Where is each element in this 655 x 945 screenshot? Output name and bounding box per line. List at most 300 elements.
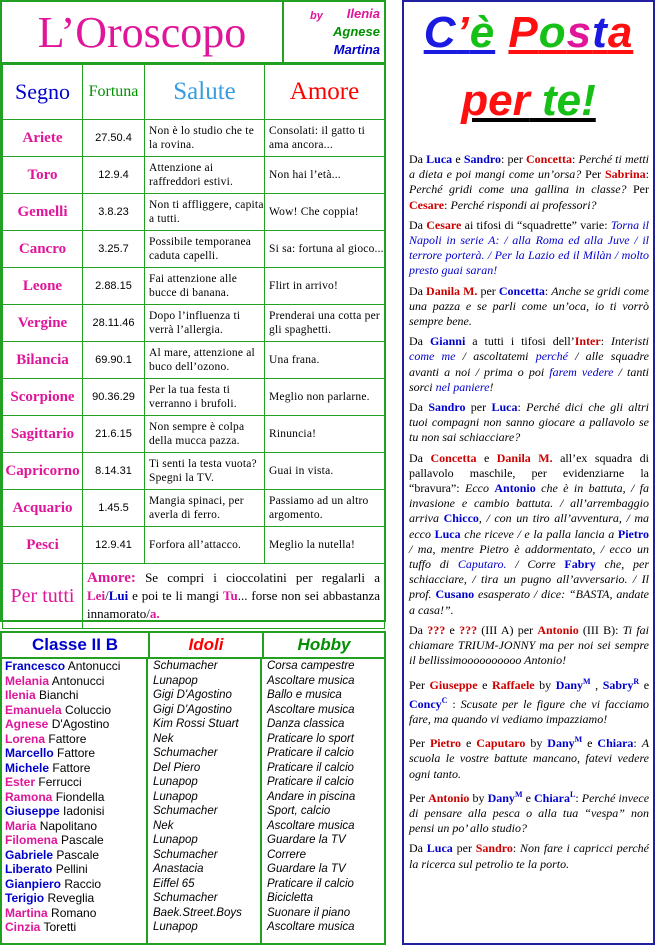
student-last-name: Ferrucci — [38, 775, 82, 789]
message-segment: come me — [409, 349, 456, 364]
message-segment: Dany — [487, 790, 515, 805]
message-segment: Raffaele — [491, 677, 535, 692]
header-amore: Amore — [265, 65, 385, 120]
amore-text: Una frana. — [265, 342, 385, 379]
sign-name: Toro — [3, 157, 83, 194]
message-segment: / alle squadre avanti a noi / prima o poi — [409, 349, 649, 379]
student-idolo: Schumacher — [153, 805, 218, 817]
student-hobby: Bicicletta — [267, 892, 314, 904]
message-segment: e — [452, 152, 464, 166]
message-segment: Per — [409, 736, 430, 751]
student-last-name: Fattore — [48, 731, 87, 746]
message-segment: Da — [409, 283, 427, 298]
student-idolo: Nek — [153, 819, 174, 832]
message-segment: Per — [409, 790, 429, 805]
horoscope-title: L’Oroscopo — [2, 2, 284, 64]
student-hobby: Ascoltare musica — [267, 703, 355, 716]
class-list — [2, 659, 384, 943]
per-tutti-row — [3, 564, 385, 629]
message-segment: per — [465, 400, 492, 415]
message-segment: che, per schiacciare, / tira un pugno all’avversario. / Il prof. — [409, 557, 649, 602]
message-segment: Cesare — [426, 217, 462, 232]
amore-text: Non hai l’età... — [265, 157, 385, 194]
student-name — [2, 703, 146, 718]
student-hobby: Corsa campestre — [267, 660, 355, 672]
message-segment: e — [476, 450, 497, 465]
sign-name: Scorpione — [3, 379, 83, 416]
message-segment: , — [590, 677, 603, 692]
message-segment: ! — [489, 379, 494, 394]
salute-text: Non sempre è colpa della mucca pazza. — [145, 416, 265, 453]
student-name — [2, 761, 146, 776]
idoli-header: Idoli — [150, 633, 264, 657]
message-segment: R — [633, 676, 640, 686]
student-idolo: Schumacher — [153, 848, 218, 861]
student-idolo: Schumacher — [153, 660, 218, 672]
student-idolo: Lunapop — [153, 674, 198, 687]
message-segment: : — [447, 696, 461, 711]
message-segment: Luca — [426, 841, 453, 856]
student-idolo: Lunapop — [153, 834, 198, 846]
posta-title — [404, 2, 653, 150]
student-name — [2, 804, 146, 819]
message-segment: e — [445, 622, 460, 637]
salute-text: Al mare, attenzione al buco dell’ozono. — [145, 342, 265, 379]
idoli-column — [150, 659, 262, 943]
student-idolo: Gigi D'Agostino — [153, 689, 232, 701]
sign-name: Capricorno — [3, 453, 83, 490]
amore-text: Si sa: fortuna al gioco... — [265, 231, 385, 268]
message-segment: Perché ti metti a dieta e poi mangi come un’orsa? — [409, 152, 650, 182]
per-tutti-label: Per tutti — [3, 564, 83, 629]
message-segment: by — [534, 677, 556, 692]
hobby-column — [264, 659, 384, 943]
message-segment: Per — [409, 677, 430, 692]
student-first-name: Giuseppe — [5, 804, 60, 818]
message-segment: : — [444, 197, 451, 212]
student-hobby: Praticare il calcio — [267, 877, 354, 890]
student-idolo: Anastacia — [153, 863, 204, 875]
message-segment: Danila M. — [426, 283, 478, 298]
salute-text: Non ti affliggere, capita a tutti. — [145, 194, 265, 231]
author-name: Agnese — [333, 24, 380, 39]
message-segment: Dany — [555, 677, 584, 692]
student-hobby: Praticare lo sport — [267, 732, 354, 745]
student-hobby: Guardare la TV — [267, 834, 346, 846]
message-segment: Anche se gridi come una pazza e se parli come un’oca, io ti vorrò sempre bene. — [409, 283, 650, 329]
message-segment: M — [574, 735, 583, 745]
message-segment: Perché dici che gli altri tuoi compagni non sanno giocare a pallavolo se tu non sai schiacciare? — [409, 400, 649, 445]
student-idolo: Lunapop — [153, 921, 198, 933]
per-tutti-part: e poi te li mangi — [128, 588, 224, 603]
student-hobby: Correre — [267, 848, 306, 861]
student-last-name: Romano — [51, 905, 97, 920]
student-name — [2, 848, 146, 863]
student-hobby: Praticare il calcio — [267, 747, 354, 759]
message-segment: Scusate per le figure che vi facciamo fare, ma quando vi vediamo impazziamo! — [409, 696, 649, 726]
horoscope-row — [3, 231, 385, 268]
message-segment: Chicco — [443, 511, 479, 526]
student-name — [2, 790, 146, 805]
student-last-name: Toretti — [43, 920, 77, 934]
posta-message — [409, 451, 649, 618]
message-segment: Chiara — [534, 790, 570, 805]
message-segment: Da — [409, 152, 427, 166]
message-segment: : — [571, 152, 579, 166]
message-segment: Da — [409, 622, 428, 637]
message-segment: : — [645, 167, 650, 182]
message-segment: Sandro — [475, 841, 513, 856]
message-segment: per — [477, 283, 499, 298]
horoscope-rows — [3, 120, 385, 564]
author-name: Ilenia — [346, 6, 380, 21]
lei-word: Lei — [87, 588, 106, 603]
message-segment: / ascoltatemi — [455, 349, 536, 364]
posta-message — [409, 732, 649, 782]
message-segment: Perché rispondi ai professori? — [450, 197, 597, 212]
message-segment: Caputaro — [476, 736, 526, 751]
amore-text: Rinuncia! — [265, 416, 385, 453]
message-segment: , / con un tiro all’avventura, / ma ecco — [409, 511, 649, 541]
class-title: Classe II B — [2, 633, 150, 657]
message-segment: Sandro — [463, 152, 501, 166]
student-hobby: Sport, calcio — [267, 805, 331, 817]
horoscope-row — [3, 342, 385, 379]
message-segment: Luca — [426, 152, 453, 166]
amore-text: Meglio non parlarne. — [265, 379, 385, 416]
posta-message — [409, 334, 649, 395]
student-name — [2, 862, 146, 877]
student-last-name: Antonucci — [51, 673, 105, 688]
student-last-name: Raccio — [64, 876, 102, 891]
horoscope-panel — [0, 0, 386, 622]
message-segment: by — [469, 790, 488, 805]
student-idolo: Kim Rossi Stuart — [153, 718, 239, 730]
horoscope-row — [3, 527, 385, 564]
message-segment: e — [461, 736, 477, 751]
message-segment: Chiara — [597, 736, 634, 751]
message-segment: Da — [409, 841, 427, 856]
student-hobby: Praticare il calcio — [267, 776, 354, 788]
horoscope-row — [3, 268, 385, 305]
message-segment: nel paniere — [435, 379, 490, 394]
salute-text: Ti senti la testa vuota? Spegni la TV. — [145, 453, 265, 490]
fortuna-numbers: 8.14.31 — [83, 453, 145, 490]
student-first-name: Ilenia — [5, 688, 36, 702]
amore-text: Consolati: il gatto ti ama ancora... — [265, 120, 385, 157]
horoscope-authors — [284, 2, 384, 64]
amore-text: Prenderai una cotta per gli spaghetti. — [265, 305, 385, 342]
student-first-name: Ramona — [5, 789, 53, 804]
student-first-name: Melania — [5, 673, 50, 688]
title-word: te! — [541, 76, 596, 125]
amore-text: Meglio la nutella! — [265, 527, 385, 564]
student-idolo: Schumacher — [153, 892, 218, 904]
student-name — [2, 732, 146, 747]
message-segment: by — [525, 736, 548, 751]
sign-name: Acquario — [3, 490, 83, 527]
fortuna-numbers: 2.88.15 — [83, 268, 145, 305]
salute-text: Dopo l’influenza ti verrà l’allergia. — [145, 305, 265, 342]
student-first-name: Agnese — [5, 717, 49, 731]
message-segment: Per — [626, 182, 649, 197]
student-name — [2, 746, 146, 761]
horoscope-row — [3, 490, 385, 527]
salute-text: Attenzione ai raffreddori estivi. — [145, 157, 265, 194]
student-last-name: Reveglia — [47, 891, 95, 905]
posta-message — [409, 152, 649, 213]
header-salute: Salute — [145, 65, 265, 120]
student-last-name: Iadonisi — [63, 804, 105, 818]
title-word: per — [461, 76, 530, 125]
message-segment: A scuola le vostre battute mancano, fatevi vedere ogni tanto. — [409, 736, 650, 781]
student-idolo: Baek.Street.Boys — [153, 906, 242, 919]
fortuna-numbers: 12.9.41 — [83, 527, 145, 564]
message-segment: Cesare — [409, 197, 445, 212]
student-first-name: Michele — [5, 760, 50, 775]
message-segment: / tanti sorci — [409, 364, 649, 394]
posta-message — [409, 787, 649, 837]
sign-name: Leone — [3, 268, 83, 305]
fortuna-numbers: 69.90.1 — [83, 342, 145, 379]
message-segment: : — [544, 283, 552, 298]
salute-text: Fai attenzione alle bucce di banana. — [145, 268, 265, 305]
amore-label: Amore: — [87, 570, 136, 586]
horoscope-row — [3, 194, 385, 231]
class-header — [2, 633, 384, 659]
student-idolo: Schumacher — [153, 747, 218, 759]
salute-text: Forfora all’attacco. — [145, 527, 265, 564]
student-hobby: Ascoltare musica — [267, 921, 355, 933]
student-last-name: Fiondella — [55, 789, 105, 804]
per-tutti-part: Se compri i cioccolatini per regalarli a — [135, 570, 380, 585]
message-segment: Da — [409, 400, 429, 415]
student-first-name: Maria — [5, 818, 37, 833]
student-last-name: Pellini — [55, 862, 88, 876]
message-segment: Da — [409, 217, 427, 232]
sign-name: Cancro — [3, 231, 83, 268]
per-tutti-text — [83, 564, 385, 629]
fortuna-numbers: 3.25.7 — [83, 231, 145, 268]
message-segment: : — [512, 841, 521, 856]
message-segment: Concy — [409, 696, 442, 711]
message-segment: / ma, mentre Pietro è addormentato, / ecco un tuffo di — [409, 541, 649, 572]
horoscope-row — [3, 416, 385, 453]
student-last-name: Antonucci — [67, 659, 121, 673]
student-idolo: Del Piero — [153, 761, 201, 774]
message-segment: : — [633, 736, 642, 751]
fortuna-numbers: 3.8.23 — [83, 194, 145, 231]
header-segno: Segno — [3, 65, 83, 120]
message-segment: Antonio — [428, 790, 470, 805]
student-first-name: Liberato — [5, 862, 53, 876]
sign-name: Ariete — [3, 120, 83, 157]
posta-message — [409, 400, 649, 446]
student-first-name: Ester — [5, 775, 36, 789]
salute-text: Possibile temporanea caduta capelli. — [145, 231, 265, 268]
student-name — [2, 891, 146, 906]
horoscope-row — [3, 305, 385, 342]
message-segment: Luca — [491, 400, 518, 415]
horoscope-row — [3, 379, 385, 416]
student-last-name: Fattore — [52, 760, 91, 775]
message-segment: e — [477, 677, 492, 692]
sign-name: Vergine — [3, 305, 83, 342]
message-segment: Non fare i capricci perché la ricerca sul petrolio te la porto. — [409, 841, 649, 871]
student-last-name: Bianchi — [39, 688, 79, 702]
students-column — [2, 659, 148, 943]
message-segment: Da — [409, 450, 431, 465]
posta-message — [409, 284, 649, 330]
student-name — [2, 906, 146, 921]
posta-panel — [402, 0, 655, 945]
message-segment: (III B): — [578, 622, 623, 637]
student-name — [2, 688, 146, 703]
message-segment: Da — [409, 334, 430, 349]
student-last-name: Coluccio — [65, 702, 112, 717]
message-segment: perché — [535, 349, 568, 364]
horoscope-table — [2, 64, 385, 629]
message-segment: Antonio — [494, 481, 536, 496]
message-segment: Cusano — [435, 587, 475, 602]
tu-word: Tu — [223, 588, 238, 603]
amore-text: Flirt in arrivo! — [265, 268, 385, 305]
student-first-name: Gianpiero — [5, 876, 62, 891]
message-segment: che riceve / e la palla lancia a — [460, 526, 618, 541]
message-segment: (III A) per — [477, 622, 538, 637]
student-name — [2, 833, 146, 848]
message-segment: e — [522, 790, 534, 805]
author-name: Martina — [333, 42, 380, 57]
fortuna-numbers: 28.11.46 — [83, 305, 145, 342]
message-segment: : per — [501, 152, 526, 166]
student-first-name: Filomena — [5, 833, 58, 847]
message-segment: Gianni — [429, 334, 466, 349]
message-segment: M — [583, 676, 591, 686]
message-segment: : — [600, 334, 612, 349]
salute-text: Mangia spinaci, per averla di ferro. — [145, 490, 265, 527]
message-segment: e — [639, 677, 650, 692]
message-segment: Concetta — [430, 450, 477, 465]
student-name — [2, 717, 146, 732]
message-segment: che è in battuta, / fa invasione e cambio battuta. / all’arrembaggio arriva — [409, 481, 650, 526]
fortuna-numbers: 21.6.15 — [83, 416, 145, 453]
amore-text: Guai in vista. — [265, 453, 385, 490]
posta-messages — [409, 152, 649, 877]
message-segment: esasperato / dice: “BASTA, andate a casa!”. — [409, 587, 650, 617]
message-segment: Caputaro. — [457, 557, 507, 572]
fortuna-numbers: 12.9.4 — [83, 157, 145, 194]
sign-name: Sagittario — [3, 416, 83, 453]
lui-word: Lui — [108, 588, 129, 603]
message-segment: e — [582, 736, 598, 751]
sign-name: Gemelli — [3, 194, 83, 231]
student-first-name: Lorena — [5, 731, 46, 746]
a-suffix: a. — [149, 606, 160, 621]
student-name — [2, 877, 146, 892]
student-name — [2, 659, 146, 674]
message-segment: Danila M. — [496, 450, 553, 465]
title-word: C’è — [423, 8, 496, 57]
amore-text: Wow! Che coppia! — [265, 194, 385, 231]
student-first-name: Emanuela — [5, 702, 62, 717]
per-tutti-part: ... forse non sei abbastanza innamorato/ — [87, 588, 381, 621]
salute-text: Non è lo studio che te la rovina. — [145, 120, 265, 157]
student-name — [2, 819, 146, 834]
student-hobby: Andare in piscina — [267, 790, 356, 803]
student-first-name: Cinzia — [5, 920, 41, 934]
message-segment: : — [517, 400, 527, 415]
student-hobby: Guardare la TV — [267, 863, 346, 875]
message-segment: M — [514, 789, 523, 799]
student-idolo: Eiffel 65 — [153, 877, 195, 890]
message-segment: Pietro — [617, 526, 649, 541]
posta-message — [409, 623, 649, 669]
message-segment: Concetta — [498, 283, 545, 298]
message-segment: Torna il Napoli in serie A: / alla Roma ed alla Juve / il terrore porterà. / Per la Lazio ed il Milàn / molto presto guai saran! — [409, 217, 649, 278]
message-segment: ??? — [427, 622, 446, 637]
message-segment: Ti fai chiamare TRIUM-JONNY ma per noi sei sempre il bellissimoooooooooo Antonio! — [409, 622, 650, 668]
by-label: by — [310, 10, 323, 22]
sign-name: Bilancia — [3, 342, 83, 379]
message-segment: a tutti i tifosi dell’ — [465, 334, 575, 349]
message-segment: Concetta — [526, 152, 572, 166]
message-segment: Perché gridi come una gallina in classe? — [409, 182, 627, 197]
student-last-name: Pascale — [61, 833, 104, 847]
message-segment: per — [452, 841, 476, 856]
fortuna-numbers: 90.36.29 — [83, 379, 145, 416]
horoscope-row — [3, 157, 385, 194]
message-segment: ??? — [459, 622, 478, 637]
fortuna-numbers: 1.45.5 — [83, 490, 145, 527]
message-segment: Per — [581, 167, 605, 182]
salute-text: Per la tua festa ti verranno i brufoli. — [145, 379, 265, 416]
student-idolo: Gigi D'Agostino — [153, 703, 232, 716]
message-segment: Interisti — [611, 334, 650, 349]
message-segment: all’ex squadra di pallavolo maschile, per evidenziarne la “bravura”: — [409, 450, 650, 496]
slash: / — [105, 588, 109, 603]
message-segment: Sandro — [428, 400, 466, 415]
posta-title-line1 — [404, 8, 653, 58]
message-segment: Fabry — [564, 557, 596, 572]
message-segment: Sabrina — [604, 167, 646, 182]
message-segment: Giuseppe — [429, 677, 478, 692]
message-segment: farem vedere — [549, 364, 614, 379]
fortuna-numbers: 27.50.4 — [83, 120, 145, 157]
student-hobby: Ascoltare musica — [267, 819, 355, 832]
hobby-header: Hobby — [297, 635, 351, 654]
student-first-name: Terigio — [5, 891, 45, 905]
student-first-name: Francesco — [5, 659, 66, 673]
message-segment: Inter — [574, 334, 601, 349]
message-segment: Antonio — [537, 622, 579, 637]
class-panel — [0, 631, 386, 945]
message-segment: Pietro — [429, 736, 462, 751]
message-segment: Ecco — [465, 481, 495, 496]
student-idolo: Lunapop — [153, 776, 198, 788]
student-name — [2, 920, 146, 935]
student-last-name: Fattore — [57, 746, 96, 760]
message-segment: L — [570, 789, 576, 799]
student-name — [2, 775, 146, 790]
horoscope-row — [3, 120, 385, 157]
student-idolo: Lunapop — [153, 790, 198, 803]
horoscope-row — [3, 453, 385, 490]
posta-message — [409, 841, 649, 871]
message-segment: Sabry — [602, 677, 634, 692]
student-hobby: Praticare il calcio — [267, 761, 354, 774]
posta-message — [409, 218, 649, 279]
